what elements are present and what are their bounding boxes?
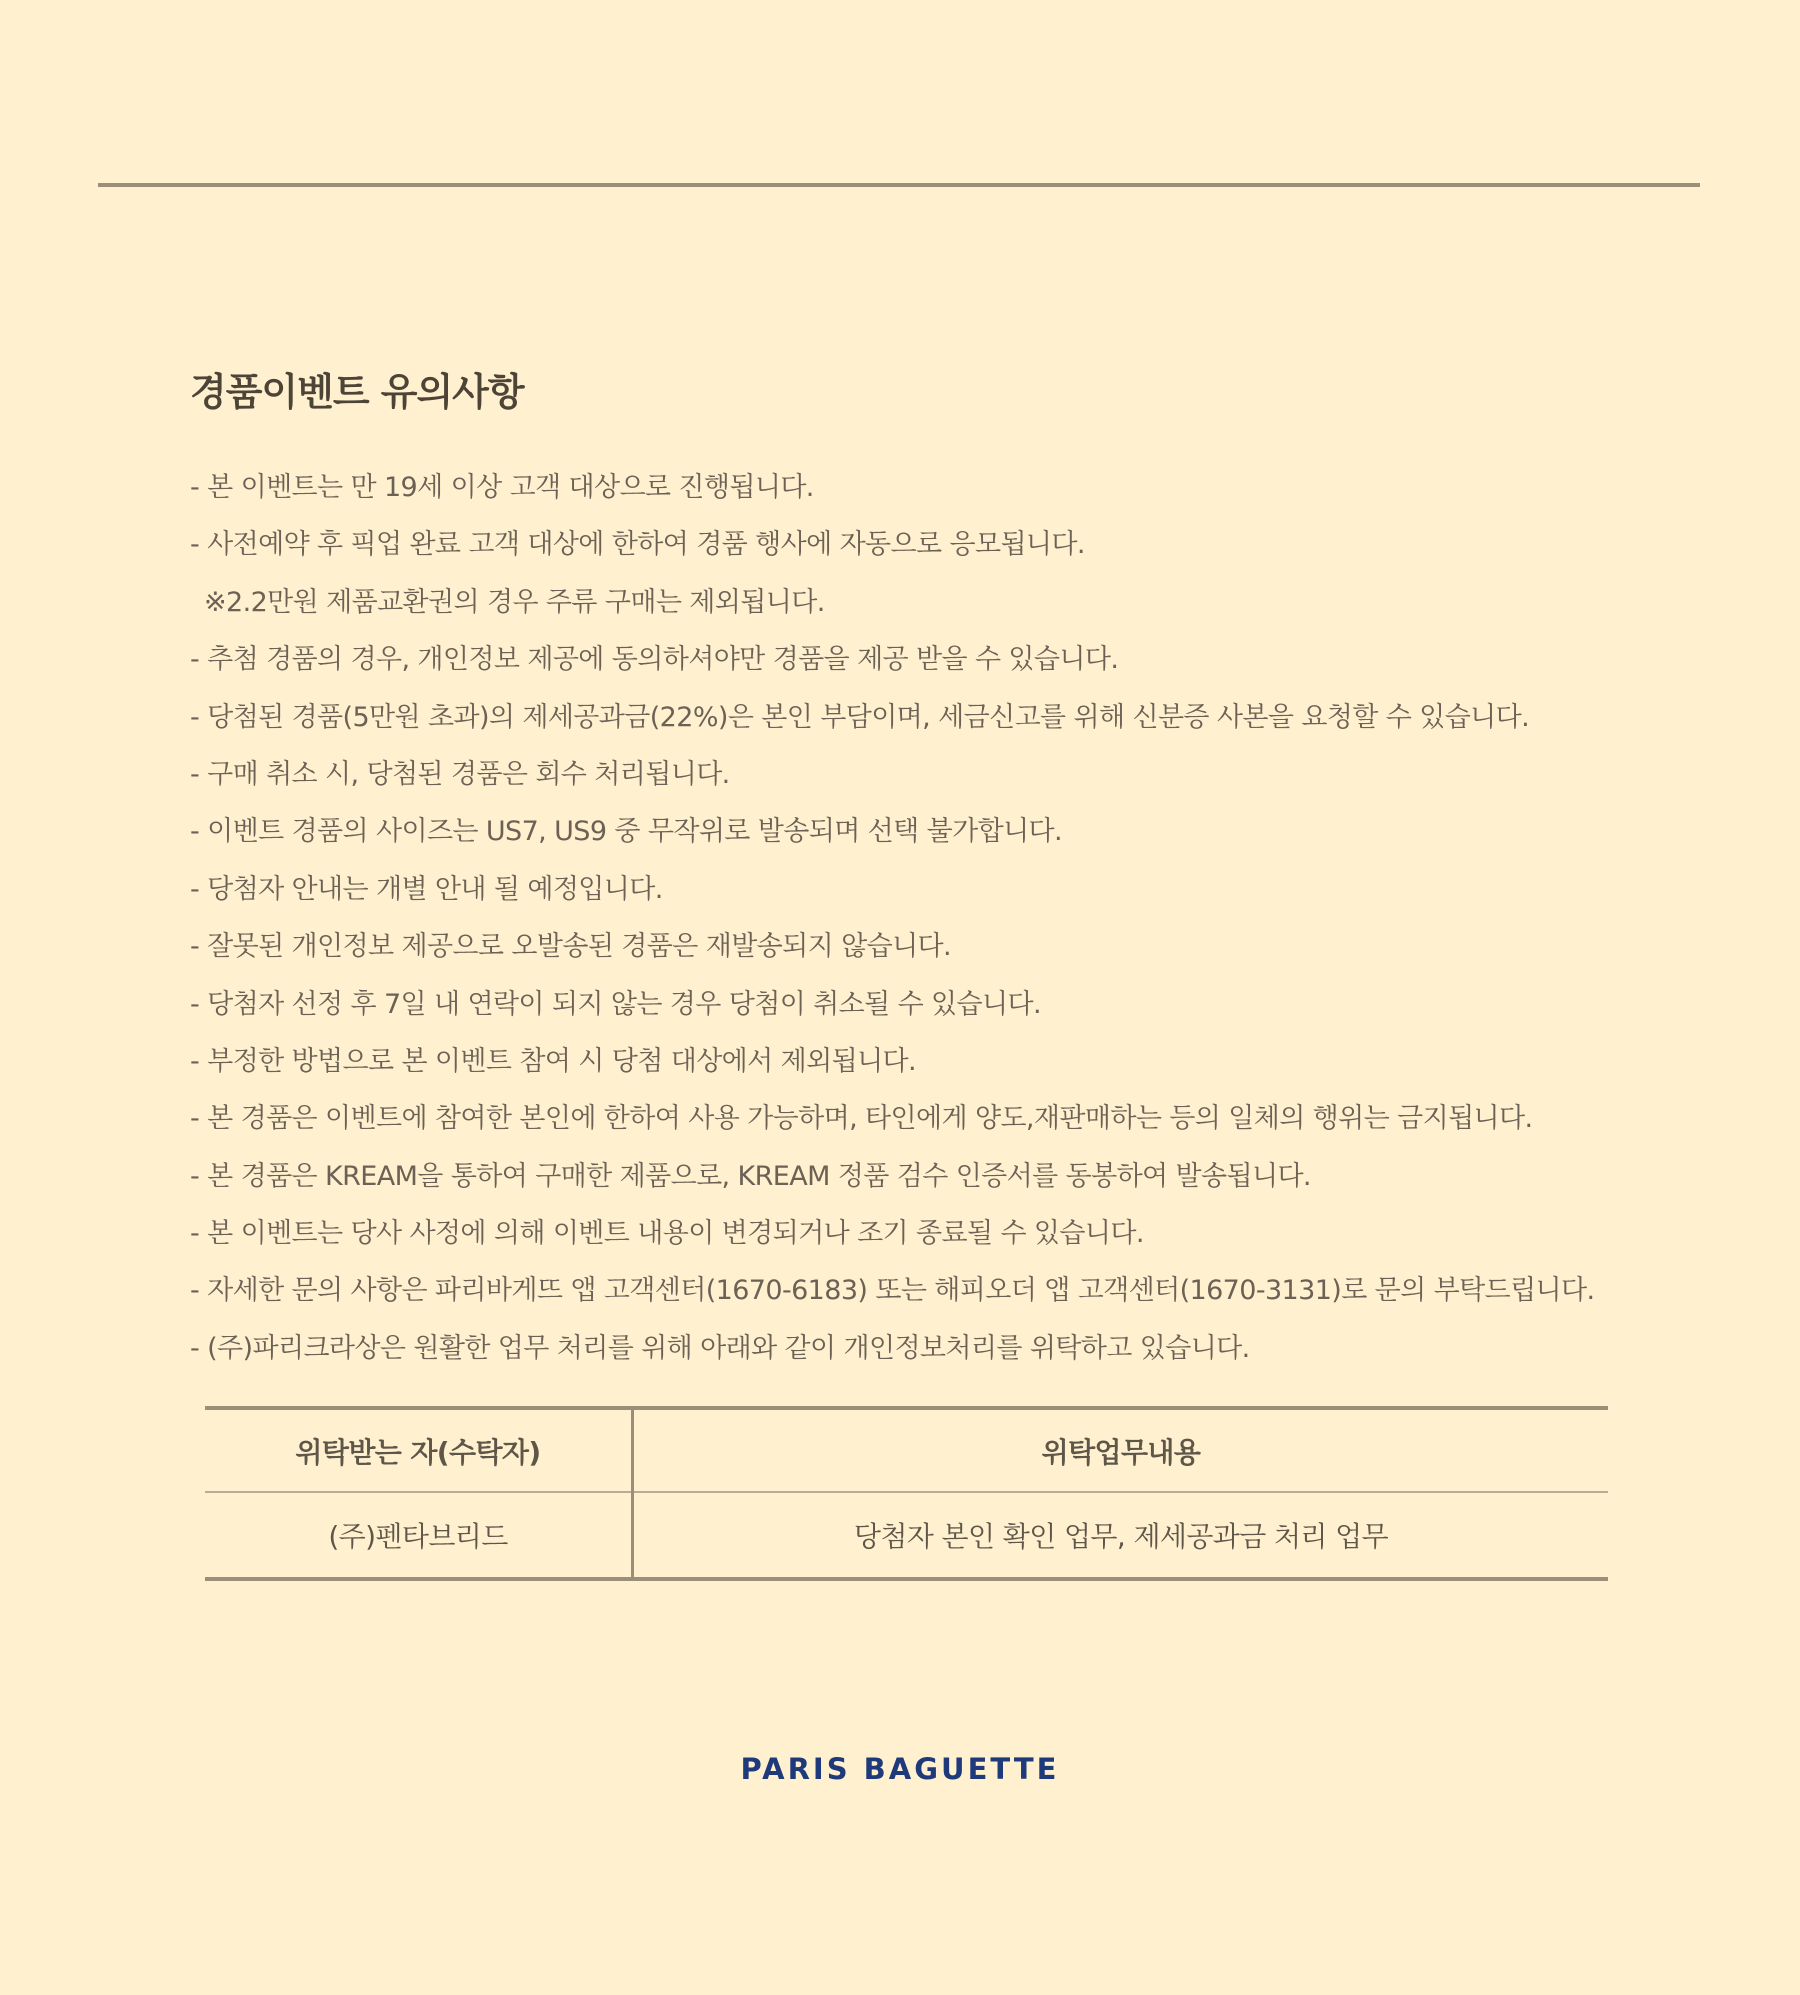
notice-item-winner-contact: - 당첨자 안내는 개별 안내 될 예정입니다. — [190, 873, 663, 905]
notice-item-age: - 본 이벤트는 만 19세 이상 고객 대상으로 진행됩니다. — [190, 472, 814, 503]
table-row — [205, 1492, 1608, 1579]
table-header-row — [205, 1408, 1608, 1492]
header-task: 위탁업무내용 — [633, 1408, 1609, 1492]
entrust-table — [205, 1406, 1608, 1581]
notice-item-privacy-consent: - 추첨 경품의 경우, 개인정보 제공에 동의하셔야만 경품을 제공 받을 수 있습니다. — [190, 644, 1119, 676]
notice-item-changes: - 본 이벤트는 당사 사정에 의해 이벤트 내용이 변경되거나 조기 종료될 수 있습니다. — [190, 1218, 1144, 1250]
notice-item-voucher-note: ※2.2만원 제품교환권의 경우 주류 구매는 제외됩니다. — [204, 586, 825, 618]
notice-item-no-transfer: - 본 경품은 이벤트에 참여한 본인에 한하여 사용 가능하며, 타인에게 양도,재판매하는 등의 일체의 행위는 금지됩니다. — [190, 1103, 1533, 1135]
notice-item-wrong-info: - 잘못된 개인정보 제공으로 오발송된 경품은 재발송되지 않습니다. — [190, 931, 952, 963]
paris-baguette-logo: PARIS BAGUETTE — [740, 1752, 1060, 1786]
notice-item-inquiry: - 자세한 문의 사항은 파리바게뜨 앱 고객센터(1670-6183) 또는 해피오더 앱 고객센터(1670-3131)로 문의 부탁드립니다. — [190, 1275, 1595, 1307]
notice-item-auto-entry: - 사전예약 후 픽업 완료 고객 대상에 한하여 경품 행사에 자동으로 응모됩니다. — [190, 529, 1085, 561]
notice-title: 경품이벤트 유의사항 — [190, 370, 524, 414]
notice-item-7-days: - 당첨자 선정 후 7일 내 연락이 되지 않는 경우 당첨이 취소될 수 있습니다. — [190, 988, 1041, 1020]
notice-list — [190, 459, 1730, 1377]
notice-item-fraud: - 부정한 방법으로 본 이벤트 참여 시 당첨 대상에서 제외됩니다. — [190, 1045, 917, 1077]
notice-item-kream: - 본 경품은 KREAM을 통하여 구매한 제품으로, KREAM 정품 검수 인증서를 동봉하여 발송됩니다. — [190, 1160, 1311, 1192]
cell-trustee: (주)펜타브리드 — [205, 1492, 633, 1579]
notice-item-tax: - 당첨된 경품(5만원 초과)의 제세공과금(22%)은 본인 부담이며, 세금신고를 위해 신분증 사본을 요청할 수 있습니다. — [190, 701, 1530, 733]
notice-item-size: - 이벤트 경품의 사이즈는 US7, US9 중 무작위로 발송되며 선택 불가합니다. — [190, 816, 1063, 848]
cell-task: 당첨자 본인 확인 업무, 제세공과금 처리 업무 — [633, 1492, 1609, 1579]
header-trustee: 위탁받는 자(수탁자) — [205, 1408, 633, 1492]
top-divider — [98, 183, 1700, 187]
event-notice-section — [190, 362, 1730, 1364]
notice-item-entrust: - (주)파리크라상은 원활한 업무 처리를 위해 아래와 같이 개인정보처리를 위탁하고 있습니다. — [190, 1332, 1250, 1364]
notice-item-cancellation: - 구매 취소 시, 당첨된 경품은 회수 처리됩니다. — [190, 758, 730, 790]
